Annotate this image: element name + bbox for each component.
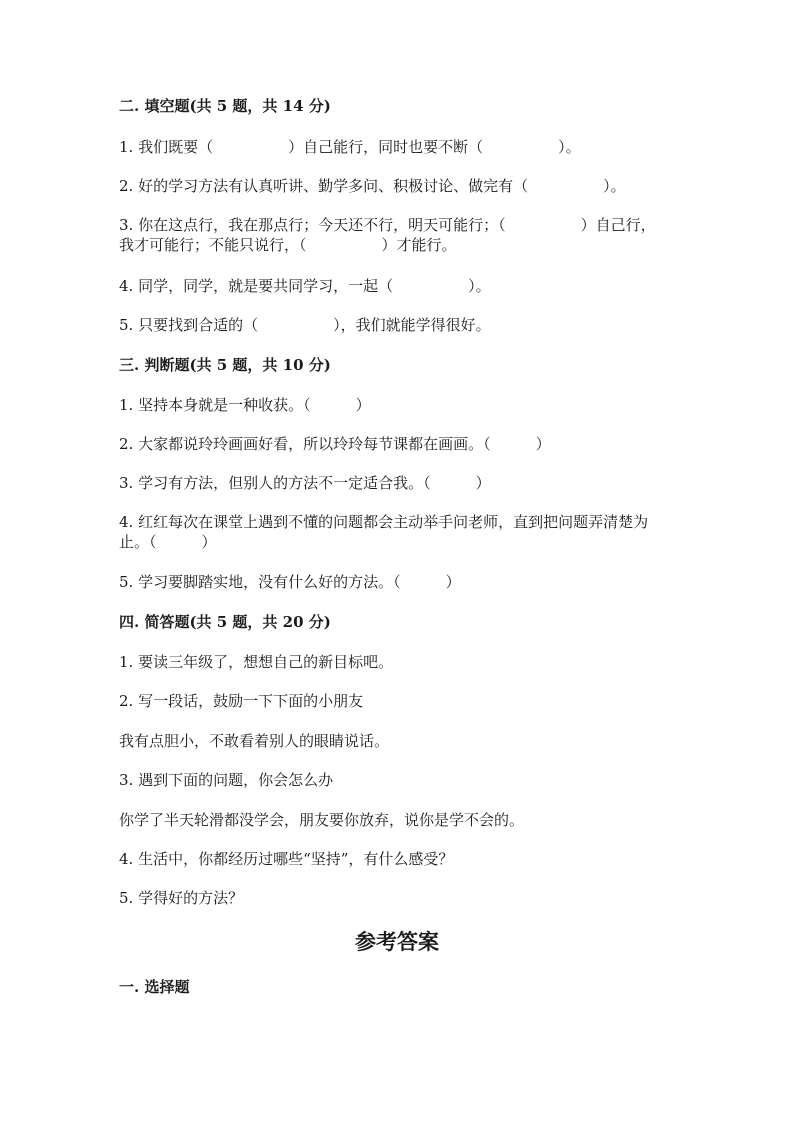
answers-section-heading: 一. 选择题 xyxy=(119,978,190,996)
section-heading-fill: 二. 填空题(共 5 题，共 14 分) xyxy=(119,97,331,115)
fill-question-4: 4. 同学，同学，就是要共同学习，一起（ ）。 xyxy=(119,277,491,295)
judge-question-5: 5. 学习要脚踏实地，没有什么好的方法。（ ） xyxy=(119,573,461,591)
section-heading-short: 四. 简答题(共 5 题，共 20 分) xyxy=(119,613,331,631)
fill-question-3: 3. 你在这点行，我在那点行；今天还不行，明天可能行；（ ）自己行，我才可能行；不能只说行，（ ）才能行。 xyxy=(119,216,656,254)
short-question-4: 4. 生活中，你都经历过哪些“坚持”，有什么感受？ xyxy=(119,850,454,868)
fill-question-2: 2. 好的学习方法有认真听讲、勤学多问、积极讨论、做完有（ ）。 xyxy=(119,177,626,195)
short-question-5: 5. 学得好的方法？ xyxy=(119,889,244,907)
section-heading-judge: 三. 判断题(共 5 题，共 10 分) xyxy=(119,356,331,374)
short-question-3: 3. 遇到下面的问题，你会怎么办 xyxy=(119,771,334,789)
short-question-1: 1. 要读三年级了，想想自己的新目标吧。 xyxy=(119,653,394,671)
judge-question-1: 1. 坚持本身就是一种收获。（ ） xyxy=(119,396,371,414)
answers-title: 参考答案 xyxy=(355,929,439,954)
short-question-2: 2. 写一段话，鼓励一下下面的小朋友 xyxy=(119,692,364,710)
short-question-2-prompt: 我有点胆小，不敢看着别人的眼睛说话。 xyxy=(119,732,390,750)
judge-question-4: 4. 红红每次在课堂上遇到不懂的问题都会主动举手问老师，直到把问题弄清楚为止。（ ） xyxy=(119,513,649,551)
short-question-3-prompt: 你学了半天轮滑都没学会，朋友要你放弃，说你是学不会的。 xyxy=(119,811,525,829)
fill-question-1: 1. 我们既要（ ）自己能行，同时也要不断（ ）。 xyxy=(119,138,581,156)
judge-question-2: 2. 大家都说玲玲画画好看，所以玲玲每节课都在画画。（ ） xyxy=(119,435,551,453)
judge-question-3: 3. 学习有方法，但别人的方法不一定适合我。（ ） xyxy=(119,474,491,492)
fill-question-5: 5. 只要找到合适的（ ），我们就能学得很好。 xyxy=(119,316,491,334)
